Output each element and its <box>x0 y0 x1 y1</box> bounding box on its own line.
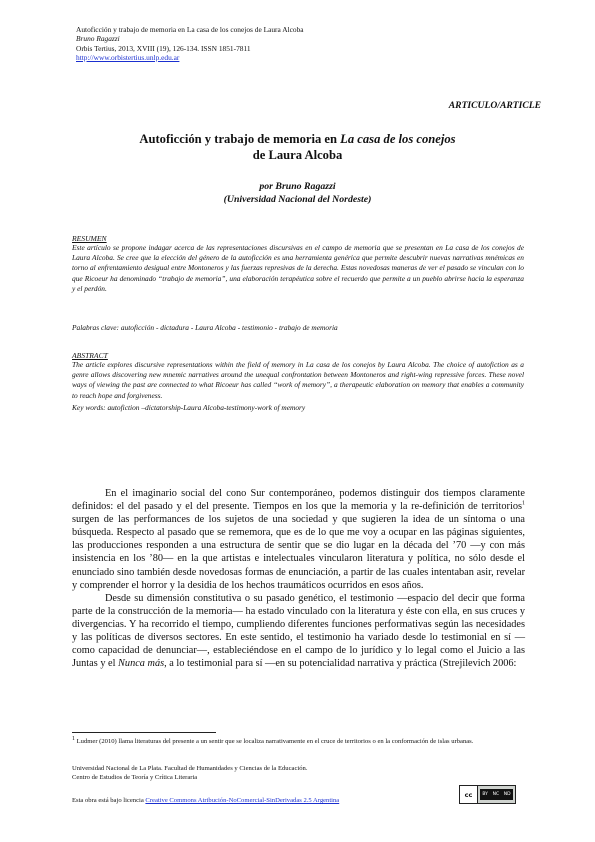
title-line2: de Laura Alcoba <box>252 148 343 162</box>
nd-icon: ND <box>503 792 511 797</box>
cc-attribution-icons <box>480 789 513 800</box>
author-affiliation: (Universidad Nacional del Nordeste) <box>223 194 372 205</box>
body-text <box>72 487 525 670</box>
body-paragraph-2 <box>72 592 525 671</box>
affiliation-line1: Universidad Nacional de La Plata. Facultad de Humanidades y Ciencias de la Educación. <box>72 765 308 772</box>
article-title <box>0 131 595 163</box>
header-citation: Orbis Tertius, 2013, XVIII (19), 126-134. ISSN 1851-7811 <box>76 43 251 53</box>
abstract-text: The article explores discursive representations within the field of memory in La casa de los conejos by Laura Alcoba. The choice of autofiction as a genre allows discovering new mnemic narratives around the unequal confrontation between Montoneros and right-wing repressive forces. These novel ways of viewing the past are connected to what Ricoeur has called “work of memory”, a therapeutic elaboration on memory that enables a community to reach hope and forgiveness. <box>72 360 524 400</box>
author-block <box>0 180 595 206</box>
p1-part-a: En el imaginario social del cono Sur contemporáneo, podemos distinguir dos tiempos claramente definidos: el del pasado y el del presente. Tiempos en los que la memoria y la re-definición de territorios <box>72 488 525 513</box>
title-part: Autoficción y trabajo de memoria en <box>139 132 341 146</box>
p1-part-b: surgen de las performances de los sujetos de una sociedad y que sugieren la idea de un síntoma o una búsqueda. Respecto al pasado que se rememora, que es de lo que me voy a ocupar en las páginas siguientes, las producciones responden a una estructura de sentir que se dio lugar en la década del ’70 —y con más insistencia en los ’80— en la que artistas e intelectuales vincularon literatura y política, no sólo desde el enunciado sino también desde novedosas formas de enunciación, a partir de las cuales intentaban asir, revelar y comprender el horror y la desidia de los hechos traumáticos ocurridos en esos años. <box>72 514 525 591</box>
footnote-mark: 1 <box>72 735 75 742</box>
cc-logo-icon: cc <box>460 786 478 803</box>
footnote-text: Ludmer (2010) llama literaturas del presente a un sentir que se localiza narrativamente en el cruce de territorios o en la conformación de islas urbanas. <box>75 738 474 745</box>
p2-part-b: , a lo testimonial para sí —en su potencialidad narrativa y práctica (Strejilevich 2006: <box>164 658 517 670</box>
by-icon: BY <box>482 792 488 797</box>
resumen-text: Este artículo se propone indagar acerca de las representaciones discursivas en el campo de memoria que se presentan en La casa de los conejos de Laura Alcoba. Se cree que la elección del género de la autoficción es una herramienta genérica que permite descubrir nuevas narrativas mnémicas en torno al enfrentamiento desigual entre Montoneros y las fuerzas represivas de la derecha. Estas novedosas maneras de ver el pasado se vinculan con lo que Ricoeur ha denominado “trabajo de memoria”, una elaboración terapéutica sobre el recuerdo que permite a un pueblo abrirse hacia la esperanza y el perdón. <box>72 243 524 293</box>
body-paragraph-1 <box>72 487 525 592</box>
header-author: Bruno Ragazzi <box>76 34 120 44</box>
cc-license-badge-icon[interactable] <box>459 785 516 804</box>
header-title: Autoficción y trabajo de memoria en La casa de los conejos de Laura Alcoba <box>76 25 304 34</box>
footnote-ref[interactable]: 1 <box>522 500 525 507</box>
running-header <box>76 25 304 62</box>
resumen-heading: RESUMEN <box>72 234 107 243</box>
license-prefix: Esta obra está bajo licencia <box>72 797 146 804</box>
license-notice <box>72 797 339 804</box>
abstract-heading: ABSTRACT <box>72 351 108 360</box>
journal-link[interactable]: http://www.orbistertius.unlp.edu.ar <box>76 52 180 62</box>
affiliation-line2: Centro de Estudios de Teoría y Crítica Literaria <box>72 774 198 781</box>
p2-italic: Nunca más <box>118 658 165 670</box>
author-name: por Bruno Ragazzi <box>259 181 336 192</box>
p2-part-a: Desde su dimensión constitutiva o su pasado genético, el testimonio —espacio del decir que forma parte de la construcción de la memoria— ha estado vinculado con la literatura y éste con ella, en sus cruces y divergencias. Y ha recorrido el tiempo, cumpliendo diferentes funciones performativas según las necesidades y las políticas de diversos sectores. En este sentido, el testimonio ha variado desde lo testimonial en sí —como capacidad de denunciar—, estableciéndose en el campo de lo jurídico y lo legal como el Juicio a las Juntas y el <box>72 592 525 670</box>
resumen-keywords: Palabras clave: autoficción - dictadura - Laura Alcoba - testimonio - trabajo de memoria <box>72 323 338 332</box>
title-book-name: La casa de los conejos <box>340 132 456 146</box>
license-link[interactable]: Creative Commons Atribución-NoComercial-SinDerivadas 2.5 Argentina <box>145 797 340 804</box>
section-label: ARTICULO/ARTICLE <box>448 100 541 111</box>
nc-icon: NC <box>492 792 500 797</box>
footnote <box>72 737 524 746</box>
institution-affiliation <box>72 764 307 782</box>
abstract-keywords: Key words: autofiction –dictatorship-Laura Alcoba-testimony-work of memory <box>72 403 306 412</box>
footnote-rule <box>72 732 216 733</box>
